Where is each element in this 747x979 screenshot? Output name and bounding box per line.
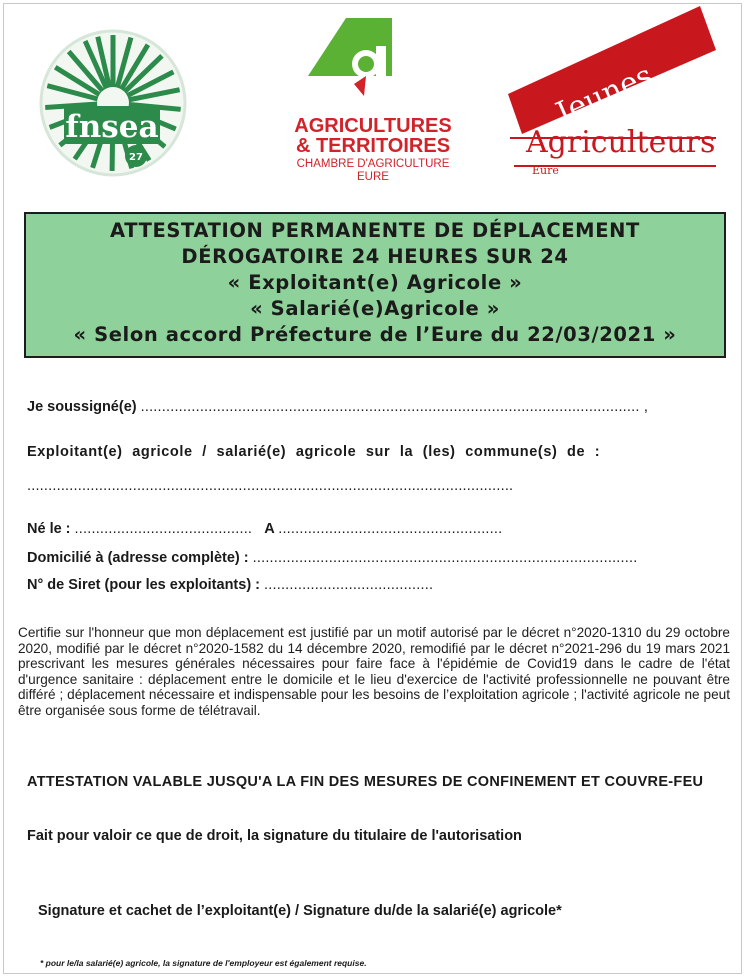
ne-label: Né le : xyxy=(27,521,71,537)
agri-line1: AGRICULTURES xyxy=(294,115,452,137)
ja-line1: Jeunes xyxy=(551,58,659,132)
fnsea-logo xyxy=(38,28,188,178)
agri-line2: & TERRITOIRES xyxy=(295,135,451,157)
ne-field[interactable]: .......................................... xyxy=(74,521,253,537)
domicile-field[interactable]: ........................................................................................... xyxy=(252,550,638,566)
exploitant-label: Exploitant(e) agricole / salarié(e) agricole sur la (les) commune(s) de : xyxy=(27,444,601,460)
commune-field[interactable]: ................................................................................................................... xyxy=(27,478,514,494)
agri-line4: EURE xyxy=(357,171,389,183)
jeunes-agriculteurs-logo xyxy=(500,2,725,177)
title-line-1: ATTESTATION PERMANENTE DE DÉPLACEMENT xyxy=(110,219,640,242)
agri-line3: CHAMBRE D'AGRICULTURE xyxy=(296,158,450,170)
soussigne-label: Je soussigné(e) xyxy=(27,399,137,415)
signature-line[interactable]: Signature et cachet de l’exploitant(e) / Signature du/de la salarié(e) agricole* xyxy=(38,903,562,919)
soussigne-line xyxy=(27,399,648,415)
siret-label: N° de Siret (pour les exploitants) : xyxy=(27,577,260,593)
siret-line xyxy=(27,577,433,593)
naissance-line xyxy=(27,521,502,537)
title-line-2: DÉROGATOIRE 24 HEURES SUR 24 xyxy=(181,245,569,268)
title-line-4: « Salarié(e)Agricole » xyxy=(250,297,500,320)
fait-pour-valoir: Fait pour valoir ce que de droit, la signature du titulaire de l'autorisation xyxy=(27,828,522,844)
a-label: A xyxy=(264,521,275,537)
domicile-label: Domicilié à (adresse complète) : xyxy=(27,550,249,566)
domicile-line xyxy=(27,550,637,566)
footnote: * pour le/la salarié(e) agricole, la signature de l'employeur est également requise. xyxy=(40,958,367,968)
ja-line2: Agriculteurs xyxy=(526,125,716,160)
title-line-3: « Exploitant(e) Agricole » xyxy=(227,271,523,294)
agricultures-territoires-logo xyxy=(288,10,458,185)
ja-line3: Eure xyxy=(532,164,559,177)
a-field[interactable]: ..................................................... xyxy=(278,521,503,537)
attestation-validity: ATTESTATION VALABLE JUSQU'A LA FIN DES MESURES DE CONFINEMENT ET COUVRE-FEU xyxy=(27,774,704,790)
fnsea-number: 27 xyxy=(129,152,143,163)
title-box xyxy=(24,212,726,358)
commune-line xyxy=(27,478,513,494)
siret-field[interactable]: ........................................ xyxy=(264,577,434,593)
title-line-5: « Selon accord Préfecture de l’Eure du 22/03/2021 » xyxy=(73,323,677,346)
fnsea-wordmark: fnsea xyxy=(65,109,159,145)
exploitant-line xyxy=(27,444,600,460)
soussigne-field[interactable]: ...................................................................................................................... , xyxy=(140,399,649,415)
certifie-paragraph: Certifie sur l'honneur que mon déplacement est justifié par un motif autorisé par le décret n°2020-1310 du 29 octobre 2020, modifié par le décret n°2020-1582 du 14 décembre 2020, remodifié par le décret n°2021-296 du 19 mars 2021 prescrivant les mesures générales nécessaires pour faire face à l'épidémie de Covid19 dans le cadre de l'état d'urgence sanitaire : déplacement entre le domicile et le lieu d'exercice de l'activité professionnelle ne pouvant être différé ; déplacement nécessaire et indispensable pour les besoins de l’exploitation agricole ; l'activité agricole ne peut être organisée sous forme de télétravail. xyxy=(18,625,730,718)
